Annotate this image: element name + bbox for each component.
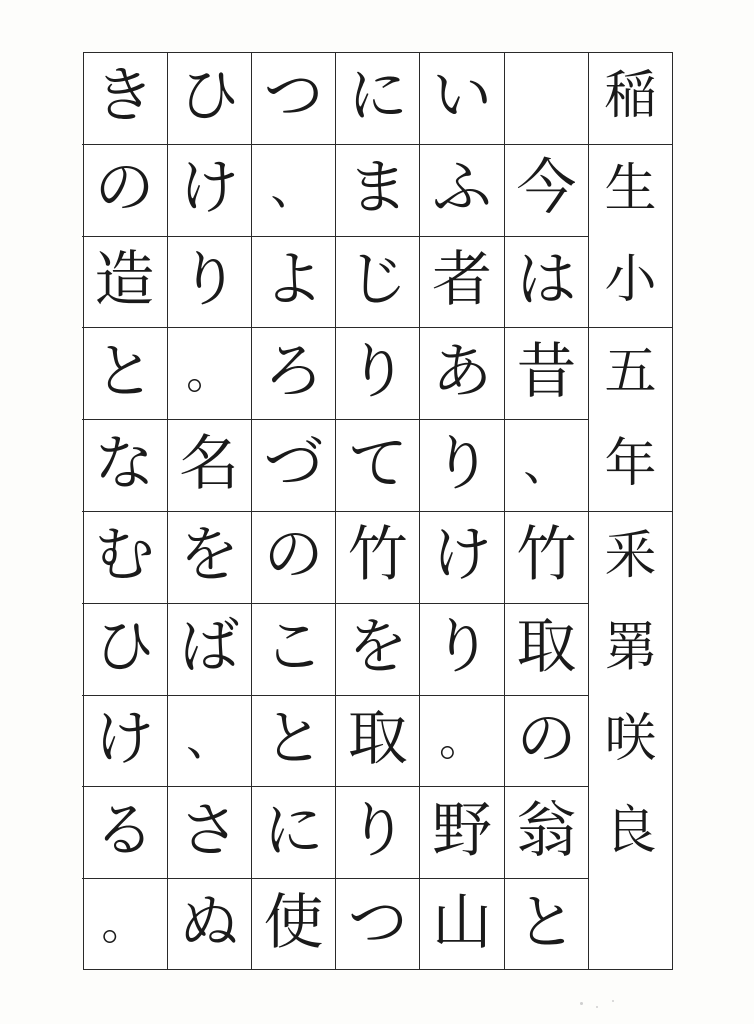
text-glyph: ろ [263, 336, 324, 407]
grade-cell-2 [589, 328, 672, 420]
text-cell [505, 328, 588, 420]
text-cell [252, 787, 335, 879]
text-glyph: 、 [523, 436, 570, 491]
text-cell [252, 328, 335, 420]
text-cell [336, 420, 419, 512]
text-glyph: 。 [101, 896, 148, 951]
text-cell [505, 145, 588, 237]
text-cell [420, 53, 503, 145]
text-glyph: む [94, 520, 155, 591]
text-cell [82, 420, 166, 512]
student-name-glyph-3: 咲 [604, 709, 657, 770]
student-name-glyph-1: 釆 [604, 525, 657, 586]
text-glyph: じ [347, 244, 408, 315]
text-glyph: と [263, 703, 324, 774]
text-cell [168, 787, 251, 879]
text-glyph: に [263, 795, 324, 866]
text-glyph: け [94, 703, 155, 774]
scan-speckle [612, 1000, 614, 1002]
text-glyph: と [94, 336, 155, 407]
text-glyph: ひ [94, 612, 155, 683]
text-cell [420, 237, 503, 329]
grade-cell-1 [589, 237, 672, 329]
school-name-cell-2 [589, 145, 672, 237]
text-glyph: 昔 [516, 336, 577, 407]
text-cell [420, 879, 503, 971]
text-cell [252, 237, 335, 329]
text-glyph: 竹 [347, 520, 408, 591]
text-glyph: と [516, 888, 577, 959]
grade-glyph-3: 年 [604, 433, 657, 494]
text-cell [336, 145, 419, 237]
text-glyph: り [432, 612, 493, 683]
text-cell [82, 696, 166, 788]
text-cell [82, 787, 166, 879]
text-glyph: を [347, 612, 408, 683]
text-cell [336, 696, 419, 788]
text-cell [82, 512, 166, 604]
text-glyph: り [347, 336, 408, 407]
text-column-6 [82, 53, 166, 969]
text-cell [168, 604, 251, 696]
text-cell [505, 53, 588, 145]
grade-cell-3 [589, 420, 672, 512]
text-cell [82, 237, 166, 329]
text-cell [336, 328, 419, 420]
text-glyph: の [263, 520, 324, 591]
text-column-2 [419, 53, 503, 969]
student-name-cell-1 [589, 512, 672, 604]
text-glyph: け [179, 153, 240, 224]
text-glyph: ば [179, 612, 240, 683]
text-cell [420, 787, 503, 879]
text-glyph: こ [263, 612, 324, 683]
text-glyph: け [432, 520, 493, 591]
text-glyph: を [179, 520, 240, 591]
text-cell [420, 604, 503, 696]
text-cell [505, 512, 588, 604]
text-cell [505, 696, 588, 788]
text-cell [168, 328, 251, 420]
text-glyph: に [347, 61, 408, 132]
text-cell [336, 879, 419, 971]
text-glyph: り [347, 795, 408, 866]
text-cell [252, 420, 335, 512]
text-cell [252, 879, 335, 971]
text-glyph: て [347, 428, 408, 499]
text-cell [420, 420, 503, 512]
text-cell [168, 53, 251, 145]
text-glyph: づ [263, 428, 324, 499]
scan-speckle [596, 1006, 598, 1008]
text-glyph: ま [347, 153, 408, 224]
text-glyph: 。 [186, 344, 233, 399]
text-cell [168, 420, 251, 512]
text-cell [168, 512, 251, 604]
scan-speckle [580, 1002, 583, 1005]
text-glyph: き [94, 61, 155, 132]
text-glyph: 者 [432, 244, 493, 315]
text-glyph: ひ [179, 61, 240, 132]
text-glyph: ぬ [179, 888, 240, 959]
text-cell [420, 145, 503, 237]
school-name-glyph-2: 生 [604, 158, 657, 219]
text-glyph: い [432, 61, 493, 132]
text-cell [82, 328, 166, 420]
text-cell [336, 237, 419, 329]
text-cell [252, 604, 335, 696]
text-glyph: 造 [94, 244, 155, 315]
text-cell [252, 145, 335, 237]
text-glyph: 使 [263, 888, 324, 959]
text-cell [505, 879, 588, 971]
text-glyph: 山 [432, 888, 493, 959]
text-cell [82, 145, 166, 237]
text-column-1 [504, 53, 588, 969]
text-cell [168, 879, 251, 971]
text-column-4 [251, 53, 335, 969]
text-glyph: の [94, 153, 155, 224]
text-cell [505, 604, 588, 696]
student-name-glyph-4: 良 [604, 801, 657, 862]
text-column-3 [335, 53, 419, 969]
text-glyph: 取 [516, 612, 577, 683]
text-cell [252, 512, 335, 604]
text-cell [82, 604, 166, 696]
text-glyph: 。 [439, 711, 486, 766]
text-cell [168, 696, 251, 788]
text-cell [82, 879, 166, 971]
student-name-cell-5 [589, 879, 672, 971]
text-glyph: つ [347, 888, 408, 959]
text-cell [505, 237, 588, 329]
text-column-5 [167, 53, 251, 969]
text-cell [82, 53, 166, 145]
text-cell [336, 787, 419, 879]
text-cell [505, 420, 588, 512]
text-glyph: 、 [270, 161, 317, 216]
text-glyph: ふ [432, 153, 493, 224]
text-glyph: 今 [516, 153, 577, 224]
grade-glyph-1: 小 [604, 249, 657, 310]
text-cell [420, 696, 503, 788]
text-glyph: は [516, 244, 577, 315]
text-glyph: 、 [186, 711, 233, 766]
text-cell [336, 53, 419, 145]
text-glyph: 竹 [516, 520, 577, 591]
text-glyph: な [94, 428, 155, 499]
text-cell [168, 237, 251, 329]
text-glyph: よ [263, 244, 324, 315]
text-cell [336, 604, 419, 696]
text-cell [420, 328, 503, 420]
text-glyph: つ [263, 61, 324, 132]
school-name-cell-1 [589, 53, 672, 145]
school-name-glyph-1: 稲 [604, 66, 657, 127]
genkou-youshi-grid [83, 52, 673, 970]
text-cell [336, 512, 419, 604]
student-name-cell-4 [589, 787, 672, 879]
student-name-cell-3 [589, 696, 672, 788]
text-glyph: り [179, 244, 240, 315]
text-glyph: る [94, 795, 155, 866]
text-glyph: 翁 [516, 795, 577, 866]
text-cell [168, 145, 251, 237]
text-cell [505, 787, 588, 879]
text-glyph: 名 [179, 428, 240, 499]
text-glyph: 野 [432, 795, 493, 866]
text-glyph: さ [179, 795, 240, 866]
text-cell [420, 512, 503, 604]
student-name-glyph-2: 罤 [604, 617, 657, 678]
text-cell [252, 696, 335, 788]
text-glyph: 取 [347, 703, 408, 774]
text-glyph: の [516, 703, 577, 774]
student-name-cell-2 [589, 604, 672, 696]
grade-glyph-2: 五 [604, 342, 657, 403]
text-glyph: あ [432, 336, 493, 407]
header-name-column [588, 53, 672, 969]
text-glyph: り [432, 428, 493, 499]
text-cell [252, 53, 335, 145]
